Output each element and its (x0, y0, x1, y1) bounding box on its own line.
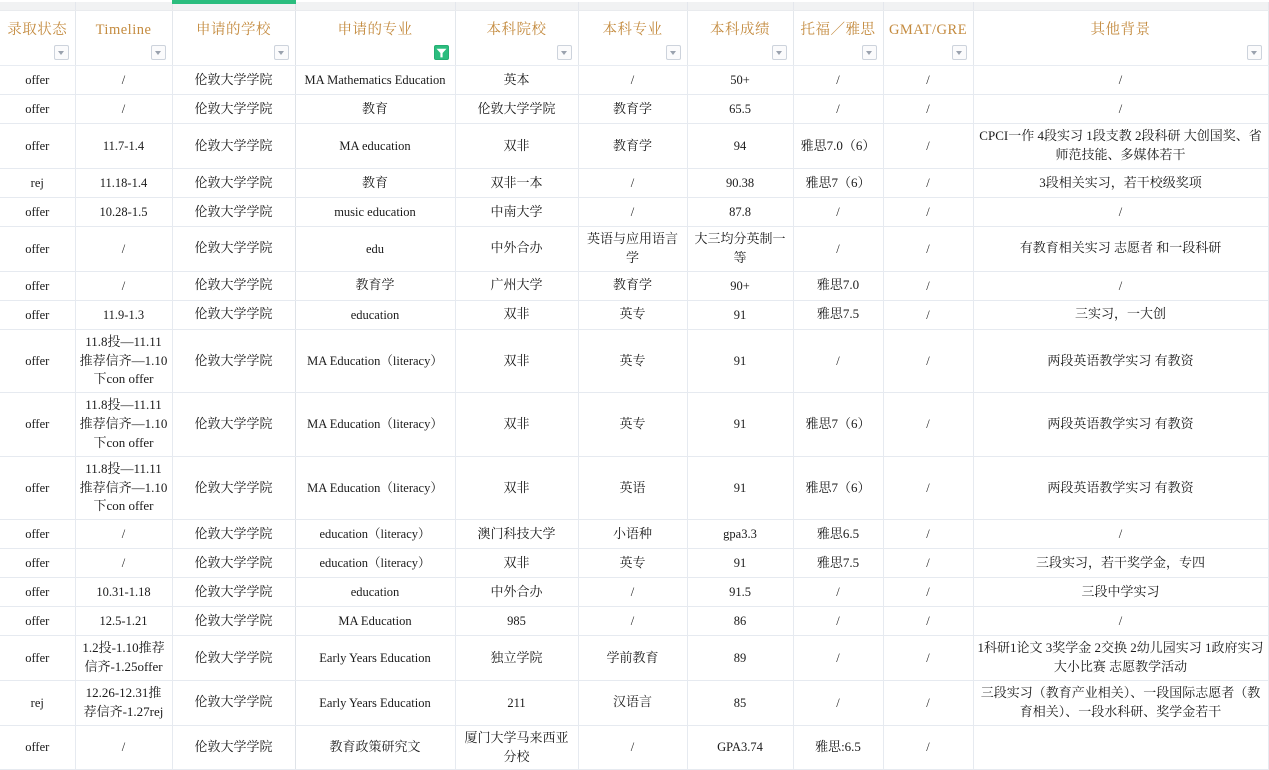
header-strip-other (973, 2, 1268, 11)
column-header-label: 本科成绩 (710, 22, 770, 38)
column-header-label: 本科院校 (486, 22, 547, 38)
cell-ug_school[interactable]: 双非 (455, 329, 578, 393)
cell-ug_grade[interactable]: 大三均分英制一等 (687, 227, 793, 272)
cell-ug_school[interactable]: 厦门大学马来西亚分校 (455, 725, 578, 770)
cell-toefl_ielts[interactable]: / (793, 680, 883, 725)
cell-ug_major[interactable]: 英专 (578, 393, 687, 457)
cell-other[interactable]: / (973, 198, 1268, 227)
cell-apply_major[interactable]: education（literacy） (295, 549, 455, 578)
header-strip-ug_grade (687, 2, 793, 11)
cell-timeline[interactable]: / (75, 520, 172, 549)
cell-ug_grade[interactable]: 50+ (687, 66, 793, 95)
filter-dropdown-icon-ug_school[interactable] (557, 45, 572, 60)
cell-apply_school[interactable]: 伦敦大学学院 (172, 680, 295, 725)
cell-ug_grade[interactable]: 86 (687, 607, 793, 636)
filter-dropdown-icon-timeline[interactable] (151, 45, 166, 60)
cell-other[interactable]: / (973, 95, 1268, 124)
cell-gmat_gre[interactable]: / (883, 124, 973, 169)
cell-ug_major[interactable]: 教育学 (578, 95, 687, 124)
cell-ug_grade[interactable]: 90.38 (687, 169, 793, 198)
cell-ug_major[interactable]: 学前教育 (578, 636, 687, 681)
cell-ug_school[interactable]: 双非 (455, 456, 578, 520)
cell-apply_major[interactable]: 教育政策研究文 (295, 725, 455, 770)
cell-toefl_ielts[interactable]: / (793, 227, 883, 272)
chevron-down-icon (58, 51, 64, 55)
cell-status[interactable]: offer (0, 227, 75, 272)
cell-other[interactable]: 两段英语教学实习 有教资 (973, 393, 1268, 457)
cell-timeline[interactable]: 11.9-1.3 (75, 300, 172, 329)
cell-apply_school[interactable]: 伦敦大学学院 (172, 198, 295, 227)
chevron-down-icon (670, 51, 676, 55)
cell-ug_major[interactable]: / (578, 607, 687, 636)
header-strip-status (0, 2, 75, 11)
header-strip-toefl_ielts (793, 2, 883, 11)
cell-ug_grade[interactable]: 85 (687, 680, 793, 725)
cell-status[interactable]: offer (0, 66, 75, 95)
table-row[interactable] (0, 329, 1268, 393)
cell-ug_major[interactable]: 教育学 (578, 271, 687, 300)
cell-timeline[interactable]: 11.8投—11.11推荐信齐—1.10下con offer (75, 393, 172, 457)
cell-gmat_gre[interactable]: / (883, 300, 973, 329)
cell-other[interactable]: 三实习，一大创 (973, 300, 1268, 329)
cell-toefl_ielts[interactable]: 雅思7（6） (793, 169, 883, 198)
cell-toefl_ielts[interactable]: 雅思6.5 (793, 520, 883, 549)
table-row[interactable] (0, 198, 1268, 227)
cell-apply_school[interactable]: 伦敦大学学院 (172, 66, 295, 95)
cell-apply_major[interactable]: education (295, 300, 455, 329)
filter-dropdown-icon-other[interactable] (1247, 45, 1262, 60)
cell-apply_major[interactable]: 教育学 (295, 271, 455, 300)
filter-dropdown-icon-apply_school[interactable] (274, 45, 289, 60)
cell-ug_grade[interactable]: 91 (687, 329, 793, 393)
cell-apply_school[interactable]: 伦敦大学学院 (172, 607, 295, 636)
cell-other[interactable]: 3段相关实习，若干校级奖项 (973, 169, 1268, 198)
column-header-gmat_gre[interactable] (883, 11, 973, 66)
cell-status[interactable]: rej (0, 169, 75, 198)
cell-gmat_gre[interactable]: / (883, 227, 973, 272)
cell-apply_school[interactable]: 伦敦大学学院 (172, 636, 295, 681)
table-row[interactable] (0, 636, 1268, 681)
cell-apply_major[interactable]: 教育 (295, 95, 455, 124)
cell-apply_major[interactable]: MA Mathematics Education (295, 66, 455, 95)
table-body (0, 66, 1268, 770)
cell-timeline[interactable]: 11.8投—11.11推荐信齐—1.10下con offer (75, 456, 172, 520)
cell-other[interactable]: 三段实习，若干奖学金，专四 (973, 549, 1268, 578)
cell-ug_grade[interactable]: 91 (687, 393, 793, 457)
column-header-label: 其他背景 (1090, 22, 1151, 38)
chevron-down-icon (1251, 51, 1257, 55)
cell-ug_major[interactable]: / (578, 198, 687, 227)
cell-gmat_gre[interactable]: / (883, 607, 973, 636)
column-header-toefl_ielts[interactable] (793, 11, 883, 66)
cell-timeline[interactable]: / (75, 271, 172, 300)
cell-timeline[interactable]: 1.2投-1.10推荐信齐-1.25offer (75, 636, 172, 681)
table-row[interactable] (0, 725, 1268, 770)
cell-gmat_gre[interactable]: / (883, 636, 973, 681)
cell-toefl_ielts[interactable]: 雅思:6.5 (793, 725, 883, 770)
cell-status[interactable]: offer (0, 636, 75, 681)
column-header-ug_major[interactable] (578, 11, 687, 66)
cell-gmat_gre[interactable]: / (883, 393, 973, 457)
chevron-down-icon (776, 51, 782, 55)
cell-toefl_ielts[interactable]: 雅思7.5 (793, 300, 883, 329)
table-row[interactable] (0, 578, 1268, 607)
cell-status[interactable]: offer (0, 271, 75, 300)
header-strip-ug_school (455, 2, 578, 11)
cell-timeline[interactable]: 11.8投—11.11推荐信齐—1.10下con offer (75, 329, 172, 393)
column-header-label: 录取状态 (7, 22, 68, 38)
cell-status[interactable]: offer (0, 198, 75, 227)
cell-status[interactable]: offer (0, 329, 75, 393)
column-header-ug_school[interactable] (455, 11, 578, 66)
cell-apply_school[interactable]: 伦敦大学学院 (172, 300, 295, 329)
cell-status[interactable]: offer (0, 520, 75, 549)
table-row[interactable] (0, 300, 1268, 329)
cell-ug_school[interactable]: 澳门科技大学 (455, 520, 578, 549)
cell-apply_major[interactable]: MA Education（literacy） (295, 456, 455, 520)
table-header (0, 2, 1268, 66)
cell-ug_school[interactable]: 双非 (455, 549, 578, 578)
cell-ug_grade[interactable]: 91 (687, 549, 793, 578)
cell-timeline[interactable]: 12.26-12.31推荐信齐-1.27rej (75, 680, 172, 725)
table-row[interactable] (0, 124, 1268, 169)
cell-other[interactable]: / (973, 607, 1268, 636)
table-row[interactable] (0, 169, 1268, 198)
filter-dropdown-icon-ug_grade[interactable] (772, 45, 787, 60)
cell-ug_grade[interactable]: 91 (687, 456, 793, 520)
cell-ug_school[interactable]: 双非 (455, 124, 578, 169)
cell-timeline[interactable]: 10.31-1.18 (75, 578, 172, 607)
cell-ug_major[interactable]: / (578, 578, 687, 607)
cell-ug_grade[interactable]: 91 (687, 300, 793, 329)
cell-ug_grade[interactable]: 65.5 (687, 95, 793, 124)
cell-status[interactable]: offer (0, 393, 75, 457)
cell-ug_grade[interactable]: GPA3.74 (687, 725, 793, 770)
cell-toefl_ielts[interactable]: 雅思7（6） (793, 456, 883, 520)
cell-ug_major[interactable]: 英语 (578, 456, 687, 520)
cell-toefl_ielts[interactable]: / (793, 198, 883, 227)
cell-toefl_ielts[interactable]: 雅思7.5 (793, 549, 883, 578)
cell-status[interactable]: offer (0, 607, 75, 636)
cell-status[interactable]: offer (0, 725, 75, 770)
column-header-label: GMAT/GRE (888, 22, 968, 38)
cell-ug_grade[interactable]: 91.5 (687, 578, 793, 607)
cell-ug_grade[interactable]: 89 (687, 636, 793, 681)
chevron-down-icon (561, 51, 567, 55)
cell-toefl_ielts[interactable]: / (793, 636, 883, 681)
cell-status[interactable]: offer (0, 124, 75, 169)
cell-apply_major[interactable]: music education (295, 198, 455, 227)
table-row[interactable] (0, 456, 1268, 520)
cell-apply_major[interactable]: Early Years Education (295, 636, 455, 681)
cell-timeline[interactable]: / (75, 66, 172, 95)
filter-dropdown-icon-ug_major[interactable] (666, 45, 681, 60)
column-header-other[interactable] (973, 11, 1268, 66)
header-strip-ug_major (578, 2, 687, 11)
cell-other[interactable]: CPCI一作 4段实习 1段支教 2段科研 大创国奖、省师范技能、多媒体若干 (973, 124, 1268, 169)
cell-apply_major[interactable]: MA education (295, 124, 455, 169)
cell-apply_school[interactable]: 伦敦大学学院 (172, 271, 295, 300)
cell-other[interactable] (973, 725, 1268, 770)
cell-ug_school[interactable]: 985 (455, 607, 578, 636)
column-header-apply_major[interactable] (295, 11, 455, 66)
cell-apply_school[interactable]: 伦敦大学学院 (172, 329, 295, 393)
cell-other[interactable]: / (973, 271, 1268, 300)
cell-apply_school[interactable]: 伦敦大学学院 (172, 725, 295, 770)
cell-timeline[interactable]: 11.7-1.4 (75, 124, 172, 169)
column-header-label: 本科专业 (602, 22, 663, 38)
table-row[interactable] (0, 227, 1268, 272)
filter-dropdown-icon-toefl_ielts[interactable] (862, 45, 877, 60)
cell-apply_major[interactable]: education（literacy） (295, 520, 455, 549)
cell-gmat_gre[interactable]: / (883, 725, 973, 770)
header-strip-apply_major (295, 2, 455, 11)
cell-timeline[interactable]: / (75, 725, 172, 770)
cell-other[interactable]: / (973, 520, 1268, 549)
cell-apply_school[interactable]: 伦敦大学学院 (172, 578, 295, 607)
header-strip-apply_school (172, 2, 295, 11)
cell-timeline[interactable]: 12.5-1.21 (75, 607, 172, 636)
cell-apply_major[interactable]: 教育 (295, 169, 455, 198)
cell-ug_major[interactable]: 小语种 (578, 520, 687, 549)
cell-status[interactable]: offer (0, 95, 75, 124)
cell-ug_school[interactable]: 英本 (455, 66, 578, 95)
header-strip-gmat_gre (883, 2, 973, 11)
column-header-label: 申请的专业 (337, 22, 413, 38)
cell-gmat_gre[interactable]: / (883, 456, 973, 520)
cell-apply_school[interactable]: 伦敦大学学院 (172, 95, 295, 124)
table-row[interactable] (0, 549, 1268, 578)
column-header-apply_school[interactable] (172, 11, 295, 66)
cell-timeline[interactable]: / (75, 549, 172, 578)
cell-gmat_gre[interactable]: / (883, 680, 973, 725)
cell-apply_major[interactable]: Early Years Education (295, 680, 455, 725)
cell-ug_major[interactable]: 英专 (578, 549, 687, 578)
cell-toefl_ielts[interactable]: 雅思7（6） (793, 393, 883, 457)
column-header-ug_grade[interactable] (687, 11, 793, 66)
cell-ug_school[interactable]: 独立学院 (455, 636, 578, 681)
cell-ug_school[interactable]: 双非 (455, 300, 578, 329)
cell-other[interactable]: 1科研1论文 3奖学金 2交换 2幼儿园实习 1政府实习 大小比赛 志愿教学活动 (973, 636, 1268, 681)
cell-apply_major[interactable]: MA Education（literacy） (295, 393, 455, 457)
header-top-strip (0, 2, 1268, 11)
table-row[interactable] (0, 271, 1268, 300)
cell-toefl_ielts[interactable]: / (793, 578, 883, 607)
cell-gmat_gre[interactable]: / (883, 520, 973, 549)
filter-funnel-icon-apply_major[interactable] (434, 45, 449, 60)
table-row[interactable] (0, 393, 1268, 457)
cell-timeline[interactable]: 10.28-1.5 (75, 198, 172, 227)
cell-ug_grade[interactable]: gpa3.3 (687, 520, 793, 549)
cell-apply_major[interactable]: edu (295, 227, 455, 272)
cell-ug_major[interactable]: / (578, 725, 687, 770)
cell-ug_school[interactable]: 广州大学 (455, 271, 578, 300)
cell-apply_school[interactable]: 伦敦大学学院 (172, 456, 295, 520)
cell-ug_grade[interactable]: 87.8 (687, 198, 793, 227)
column-header-label: 托福／雅思 (800, 22, 876, 38)
cell-apply_school[interactable]: 伦敦大学学院 (172, 124, 295, 169)
cell-gmat_gre[interactable]: / (883, 169, 973, 198)
cell-ug_major[interactable]: / (578, 66, 687, 95)
cell-ug_major[interactable]: 英语与应用语言学 (578, 227, 687, 272)
table-row[interactable] (0, 95, 1268, 124)
cell-other[interactable]: 两段英语教学实习 有教资 (973, 456, 1268, 520)
cell-toefl_ielts[interactable]: / (793, 329, 883, 393)
cell-apply_major[interactable]: MA Education (295, 607, 455, 636)
cell-status[interactable]: rej (0, 680, 75, 725)
cell-ug_school[interactable]: 双非一本 (455, 169, 578, 198)
chevron-down-icon (278, 51, 284, 55)
cell-status[interactable]: offer (0, 549, 75, 578)
cell-apply_school[interactable]: 伦敦大学学院 (172, 169, 295, 198)
chevron-down-icon (956, 51, 962, 55)
cell-other[interactable]: 两段英语教学实习 有教资 (973, 329, 1268, 393)
cell-ug_school[interactable]: 中外合办 (455, 578, 578, 607)
cell-gmat_gre[interactable]: / (883, 578, 973, 607)
column-header-timeline[interactable] (75, 11, 172, 66)
cell-status[interactable]: offer (0, 300, 75, 329)
table-row[interactable] (0, 680, 1268, 725)
cell-gmat_gre[interactable]: / (883, 549, 973, 578)
table-row[interactable] (0, 66, 1268, 95)
cell-ug_school[interactable]: 211 (455, 680, 578, 725)
column-header-label: Timeline (95, 22, 152, 38)
cell-ug_major[interactable]: / (578, 169, 687, 198)
cell-apply_major[interactable]: education (295, 578, 455, 607)
filter-dropdown-icon-status[interactable] (54, 45, 69, 60)
cell-other[interactable]: 三段中学实习 (973, 578, 1268, 607)
cell-gmat_gre[interactable]: / (883, 329, 973, 393)
cell-status[interactable]: offer (0, 456, 75, 520)
filter-dropdown-icon-gmat_gre[interactable] (952, 45, 967, 60)
cell-gmat_gre[interactable]: / (883, 95, 973, 124)
cell-apply_school[interactable]: 伦敦大学学院 (172, 520, 295, 549)
cell-timeline[interactable]: / (75, 227, 172, 272)
cell-toefl_ielts[interactable]: / (793, 607, 883, 636)
column-header-status[interactable] (0, 11, 75, 66)
cell-toefl_ielts[interactable]: 雅思7.0 (793, 271, 883, 300)
cell-gmat_gre[interactable]: / (883, 271, 973, 300)
header-row (0, 11, 1268, 66)
cell-ug_school[interactable]: 双非 (455, 393, 578, 457)
cell-other[interactable]: / (973, 66, 1268, 95)
cell-ug_major[interactable]: 英专 (578, 329, 687, 393)
cell-ug_school[interactable]: 中南大学 (455, 198, 578, 227)
column-header-label: 申请的学校 (196, 22, 271, 38)
cell-ug_grade[interactable]: 90+ (687, 271, 793, 300)
cell-ug_school[interactable]: 中外合办 (455, 227, 578, 272)
cell-apply_school[interactable]: 伦敦大学学院 (172, 227, 295, 272)
table-row[interactable] (0, 607, 1268, 636)
chevron-down-icon (866, 51, 872, 55)
cell-gmat_gre[interactable]: / (883, 198, 973, 227)
cell-timeline[interactable]: 11.18-1.4 (75, 169, 172, 198)
header-strip-timeline (75, 2, 172, 11)
cell-gmat_gre[interactable]: / (883, 66, 973, 95)
cell-status[interactable]: offer (0, 578, 75, 607)
cell-other[interactable]: 有教育相关实习 志愿者 和一段科研 (973, 227, 1268, 272)
cell-apply_school[interactable]: 伦敦大学学院 (172, 393, 295, 457)
cell-toefl_ielts[interactable]: 雅思7.0（6） (793, 124, 883, 169)
cell-ug_grade[interactable]: 94 (687, 124, 793, 169)
cell-apply_major[interactable]: MA Education（literacy） (295, 329, 455, 393)
chevron-down-icon (155, 51, 161, 55)
cell-ug_major[interactable]: 汉语言 (578, 680, 687, 725)
cell-apply_school[interactable]: 伦敦大学学院 (172, 549, 295, 578)
cell-ug_major[interactable]: 教育学 (578, 124, 687, 169)
cell-toefl_ielts[interactable]: / (793, 66, 883, 95)
cell-ug_school[interactable]: 伦敦大学学院 (455, 95, 578, 124)
cell-toefl_ielts[interactable]: / (793, 95, 883, 124)
cell-ug_major[interactable]: 英专 (578, 300, 687, 329)
cell-other[interactable]: 三段实习（教育产业相关）、一段国际志愿者（教育相关）、一段水科研、奖学金若干 (973, 680, 1268, 725)
table-row[interactable] (0, 520, 1268, 549)
cell-timeline[interactable]: / (75, 95, 172, 124)
